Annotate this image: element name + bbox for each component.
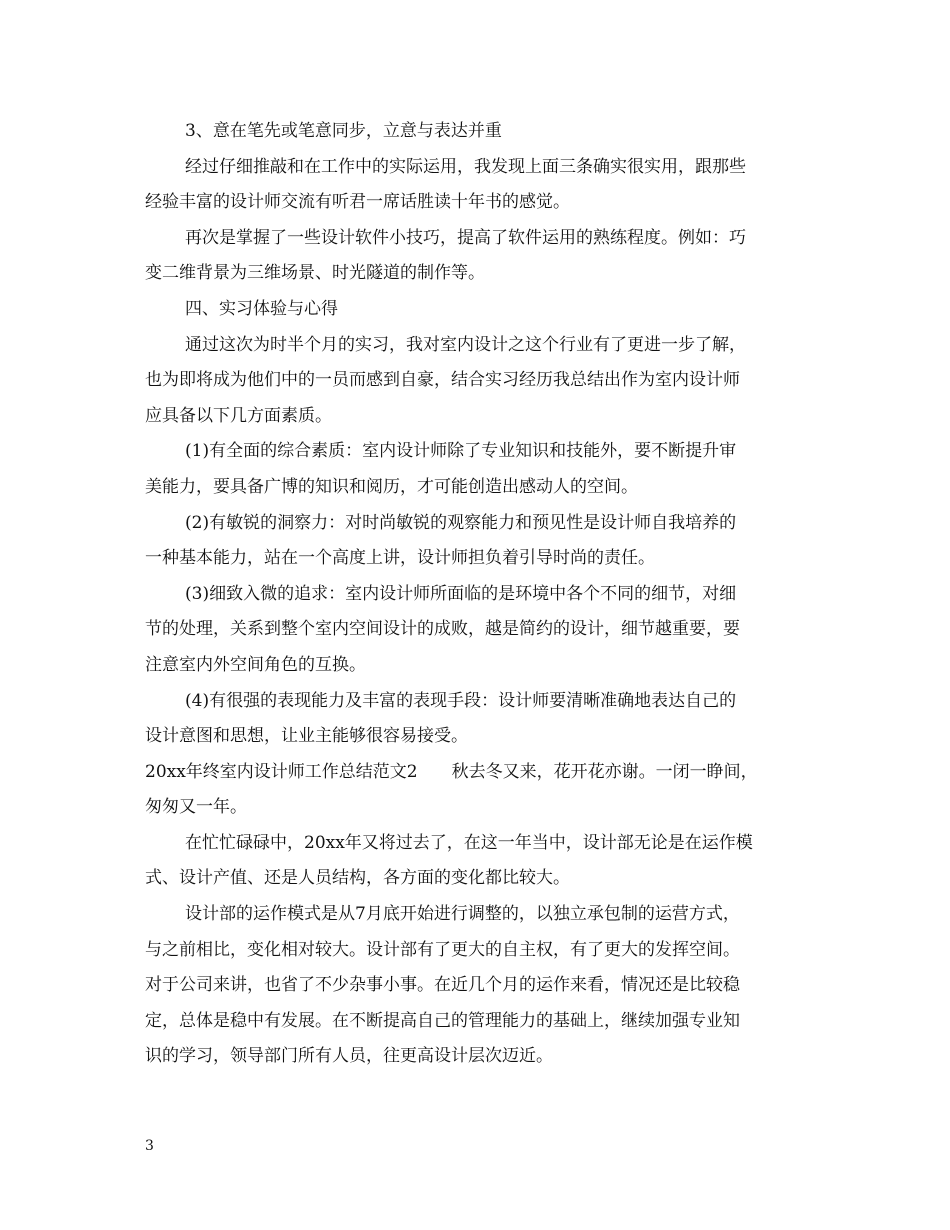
text-line: 匆匆又一年。 [145,797,247,818]
text-line: 经过仔细推敲和在工作中的实际运用，我发现上面三条确实很实用，跟那些 [185,156,746,177]
text-line: 定，总体是稳中有发展。在不断提高自己的管理能力的基础上，继续加强专业知 [145,1010,740,1031]
text-line: (4)有很强的表现能力及丰富的表现手段：设计师要清晰准确地表达自己的 [185,690,737,711]
text-line: 在忙忙碌碌中，20xx年又将过去了，在这一年当中，设计部无论是在运作模 [185,832,753,853]
text-line: (2)有敏锐的洞察力：对时尚敏锐的观察能力和预见性是设计师自我培养的 [185,512,737,533]
text-line: 识的学习，领导部门所有人员，往更高设计层次迈近。 [145,1046,553,1067]
text-line: 20xx年终室内设计师工作总结范文2 秋去冬又来，花开花亦谢。一闭一睁间， [145,761,758,782]
text-line: 应具备以下几方面素质。 [145,405,332,426]
text-line: 再次是掌握了一些设计软件小技巧，提高了软件运用的熟练程度。例如：巧 [185,227,746,248]
page-number: 3 [145,1138,154,1154]
text-line: 设计部的运作模式是从7月底开始进行调整的，以独立承包制的运营方式， [185,904,740,925]
text-line: 美能力，要具备广博的知识和阅历，才可能创造出感动人的空间。 [145,476,638,497]
text-line: 与之前相比，变化相对较大。设计部有了更大的自主权，有了更大的发挥空间。 [145,939,740,960]
text-line: 节的处理，关系到整个室内空间设计的成败，越是简约的设计，细节越重要，要 [145,619,740,640]
text-line: 注意室内外空间角色的互换。 [145,654,366,675]
text-line: (1)有全面的综合素质：室内设计师除了专业知识和技能外，要不断提升审 [185,441,737,462]
text-line: 3、意在笔先或笔意同步，立意与表达并重 [185,121,502,141]
text-line: (3)细致入微的追求：室内设计师所面临的是环境中各个不同的细节，对细 [185,583,737,604]
document-body [145,114,805,1075]
text-line: 对于公司来讲，也省了不少杂事小事。在近几个月的运作来看，情况还是比较稳 [145,975,740,996]
text-line: 一种基本能力，站在一个高度上讲，设计师担负着引导时尚的责任。 [145,548,655,569]
text-line: 四、实习体验与心得 [185,298,338,319]
text-line: 经验丰富的设计师交流有听君一席话胜读十年书的感觉。 [145,192,570,213]
text-line: 也为即将成为他们中的一员而感到自豪，结合实习经历我总结出作为室内设计师 [145,370,740,391]
text-line: 设计意图和思想，让业主能够很容易接受。 [145,726,468,747]
text-line: 式、设计产值、还是人员结构，各方面的变化都比较大。 [145,868,570,889]
text-line: 变二维背景为三维场景、时光隧道的制作等。 [145,263,485,284]
text-line: 通过这次为时半个月的实习，我对室内设计之这个行业有了更进一步了解， [185,334,746,355]
